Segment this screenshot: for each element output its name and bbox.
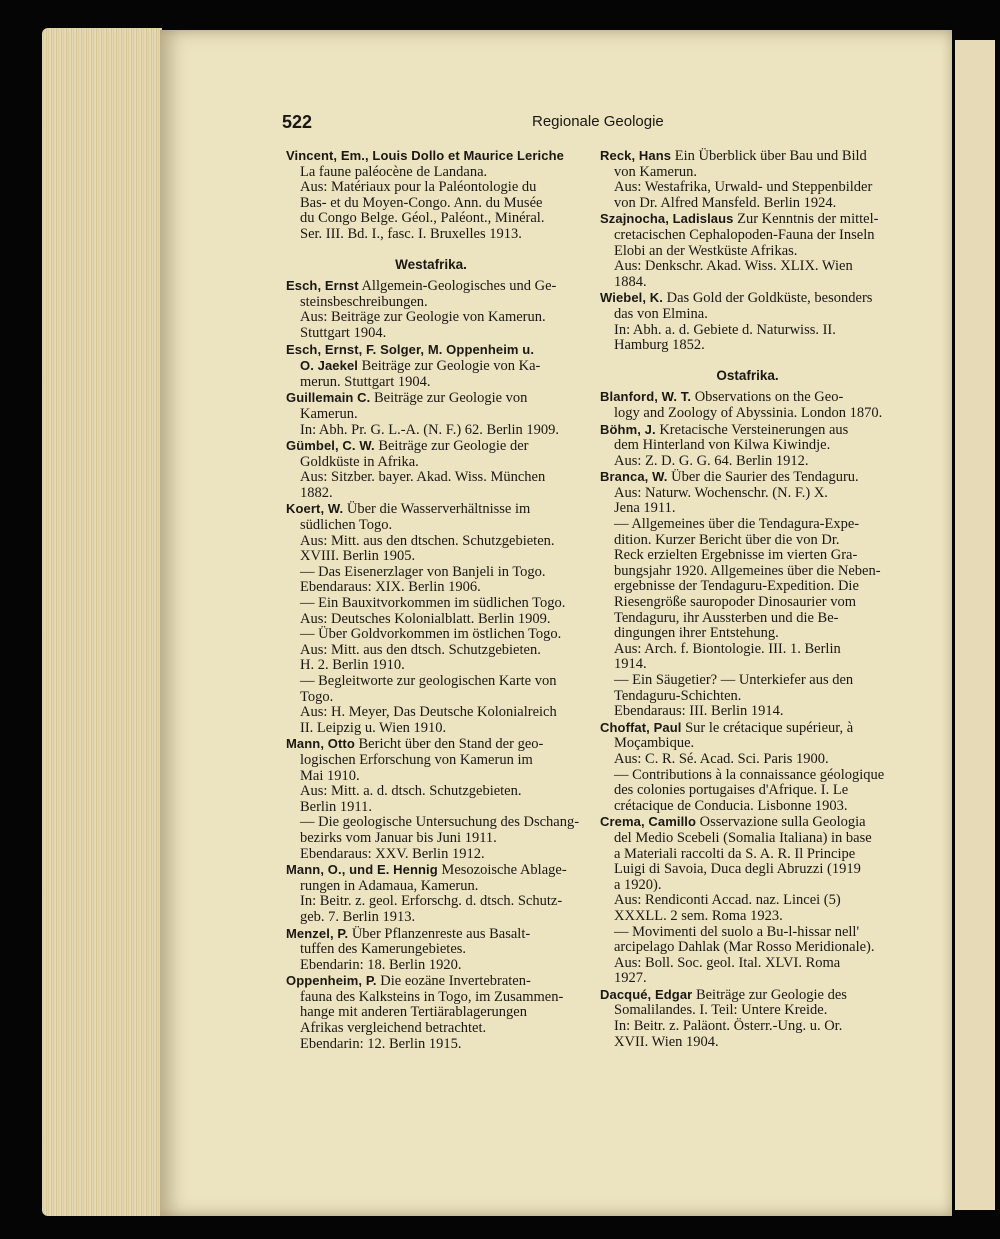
- entry-line: [286, 549, 576, 565]
- entry-text: Aus: Boll. Soc. geol. Ital. XLVI. Roma: [614, 954, 841, 971]
- entry-line: [600, 180, 895, 196]
- entry-text: Aus: Sitzber. bayer. Akad. Wiss. München: [300, 469, 546, 486]
- entry-text: du Congo Belge. Géol., Paléont., Minéral.: [300, 210, 545, 227]
- entry-line: [286, 814, 580, 831]
- bibliography-entry: [600, 720, 895, 815]
- entry-line: [286, 423, 576, 439]
- entry-line: [600, 752, 895, 768]
- entry-line: [286, 390, 576, 407]
- entry-text: Ebendaraus: XXV. Berlin 1912.: [300, 845, 485, 862]
- entry-line: [286, 310, 576, 326]
- entry-text: Afrikas vergleichend betrachtet.: [300, 1020, 487, 1037]
- book-page: [160, 30, 952, 1216]
- entry-line: [600, 438, 895, 454]
- bibliography-entry: [286, 390, 576, 438]
- entry-line: [286, 565, 576, 581]
- entry-text: Riesengröße sauropoder Dinosaurier vom: [614, 594, 857, 611]
- entry-line: [600, 323, 895, 339]
- entry-line: [286, 196, 576, 212]
- entry-text: Aus: Mitt. a. d. dtsch. Schutzgebieten.: [300, 783, 522, 800]
- entry-text: Ebendaraus: XIX. Berlin 1906.: [300, 579, 481, 596]
- entry-line: [286, 455, 576, 471]
- author-name: Choffat, Paul: [600, 719, 682, 735]
- entry-line: [286, 736, 576, 753]
- entry-text: Moçambique.: [614, 735, 695, 752]
- entry-text: Tendaguru-Schichten.: [614, 687, 742, 704]
- entry-line: [600, 275, 895, 291]
- entry-line: [600, 987, 895, 1004]
- entry-text: Aus: C. R. Sé. Acad. Sci. Paris 1900.: [614, 750, 829, 767]
- bibliography-entry: [600, 389, 895, 421]
- entry-text: H. 2. Berlin 1910.: [300, 657, 405, 674]
- entry-line: [600, 595, 895, 611]
- running-head: Regionale Geologie: [532, 113, 664, 130]
- entry-line: [600, 307, 895, 323]
- entry-text: Beiträge zur Geologie der: [374, 438, 529, 455]
- entry-line: [286, 862, 576, 879]
- entry-text: Ein Überblick über Bau und Bild: [671, 148, 867, 164]
- entry-text: Tendaguru, ihr Aussterben und die Be-: [614, 609, 839, 626]
- entry-line: [286, 580, 576, 596]
- entry-line: [600, 517, 895, 533]
- bibliography-entry: [286, 148, 576, 243]
- bibliography-entry: [286, 438, 576, 501]
- entry-text: Aus: Westafrika, Urwald- und Steppenbilder: [614, 179, 873, 196]
- entry-line: [286, 705, 576, 721]
- entry-text: ergebnisse der Tendaguru-Expedition. Die: [614, 578, 859, 595]
- entry-line: [600, 925, 895, 941]
- entry-line: [600, 814, 895, 831]
- author-name: Vincent, Em., Louis Dollo et Maurice Leriche: [286, 148, 564, 163]
- entry-text: Zur Kenntnis der mittel-: [733, 211, 879, 228]
- entry-line: [286, 1021, 576, 1037]
- entry-line: [286, 847, 576, 863]
- entry-text: II. Leipzig u. Wien 1910.: [300, 719, 447, 736]
- entry-line: [286, 800, 576, 816]
- entry-line: [286, 375, 576, 391]
- entry-line: [600, 1019, 895, 1035]
- entry-line: [286, 180, 576, 196]
- author-name: Böhm, J.: [600, 421, 656, 437]
- entry-line: [286, 926, 576, 943]
- entry-text: del Medio Scebeli (Somalia Italiana) in base: [614, 829, 872, 846]
- entry-line: [286, 973, 576, 990]
- entry-text: La faune paléocène de Landana.: [300, 163, 488, 180]
- entry-text: Aus: Mitt. aus den dtsch. Schutzgebieten.: [300, 641, 541, 658]
- entry-line: [286, 326, 576, 342]
- entry-line: [286, 942, 576, 958]
- page-number: 522: [282, 112, 313, 132]
- entry-text: rungen in Adamaua, Kamerun.: [300, 877, 479, 894]
- entry-text: a Materiali raccolti da S. A. R. Il Principe: [614, 845, 856, 862]
- entry-text: Bas- et du Moyen-Congo. Ann. du Musée: [300, 194, 543, 211]
- author-name: Crema, Camillo: [600, 814, 697, 830]
- bibliography-entry: [600, 211, 895, 290]
- entry-line: [600, 971, 895, 987]
- entry-text: Mesozoische Ablage-: [437, 862, 567, 879]
- entry-text: Die eozäne Invertebraten-: [376, 973, 531, 990]
- entry-line: [286, 211, 576, 227]
- entry-text: XVII. Wien 1904.: [614, 1033, 719, 1050]
- entry-line: [600, 533, 895, 549]
- entry-line: [600, 783, 895, 799]
- entry-text: Aus: Arch. f. Biontologie. III. 1. Berlin: [614, 640, 841, 657]
- bibliography-entry: [286, 862, 576, 925]
- entry-text: Ebendaraus: III. Berlin 1914.: [614, 703, 784, 720]
- entry-text: — Allgemeines über die Tendagura-Expe-: [614, 516, 860, 533]
- entry-line: [286, 596, 576, 612]
- entry-line: [286, 165, 576, 181]
- entry-line: [286, 501, 576, 518]
- bibliography-entry: [286, 736, 580, 862]
- entry-text: crétacique de Conducia. Lisbonne 1903.: [614, 797, 848, 814]
- entry-line: [286, 769, 576, 785]
- entry-text: arcipelago Dahlak (Mar Rosso Meridionale).: [614, 939, 875, 956]
- entry-line: [286, 295, 576, 311]
- entry-line: [286, 1037, 576, 1053]
- entry-line: [600, 454, 895, 470]
- entry-line: [600, 847, 895, 863]
- entry-text: Luigi di Savoia, Duca degli Abruzzi (1919: [614, 861, 861, 878]
- entry-text: 1882.: [300, 484, 333, 501]
- entry-line: [600, 909, 895, 925]
- entry-text: Über die Wasserverhältnisse im: [343, 501, 531, 518]
- entry-line: [600, 389, 895, 406]
- entry-line: [600, 831, 895, 847]
- entry-line: [286, 486, 576, 502]
- entry-text: a 1920).: [614, 876, 662, 893]
- entry-text: Hamburg 1852.: [614, 337, 705, 354]
- entry-line: [286, 958, 576, 974]
- book-page-edges: [42, 28, 162, 1216]
- entry-line: [286, 690, 576, 706]
- author-name: Mann, O., und E. Hennig: [286, 862, 438, 878]
- entry-text: Aus: Naturw. Wochenschr. (N. F.) X.: [614, 484, 828, 501]
- author-name: Mann, Otto: [286, 736, 355, 752]
- author-name: Gümbel, C. W.: [286, 438, 375, 454]
- entry-line: [286, 831, 576, 847]
- entry-line: [286, 342, 576, 359]
- entry-line: [286, 148, 576, 165]
- entry-text: Über die Saurier des Tendaguru.: [667, 469, 859, 486]
- entry-line: [600, 642, 895, 658]
- entry-line: [600, 196, 895, 212]
- entry-line: [600, 244, 895, 260]
- entry-text: Kamerun.: [300, 405, 358, 422]
- entry-line: [286, 534, 576, 550]
- entry-text: dem Hinterland von Kilwa Kiwindje.: [614, 437, 831, 454]
- entry-text: Über Pflanzenreste aus Basalt-: [348, 925, 531, 942]
- entry-line: [286, 470, 576, 486]
- bibliography-entry: [286, 926, 576, 974]
- entry-line: [600, 1035, 895, 1051]
- entry-text: In: Abh. a. d. Gebiete d. Naturwiss. II.: [614, 321, 836, 338]
- entry-text: Ebendarin: 12. Berlin 1915.: [300, 1035, 462, 1052]
- entry-text: — Ein Bauxitvorkommen im südlichen Togo.: [300, 595, 566, 612]
- author-name: Dacqué, Edgar: [600, 986, 693, 1002]
- entry-text: Somalilandes. I. Teil: Untere Kreide.: [614, 1002, 828, 1019]
- entry-line: [600, 893, 895, 909]
- entry-text: Elobi an der Westküste Afrikas.: [614, 242, 798, 259]
- entry-text: Allgemein-Geologisches und Ge-: [358, 278, 557, 295]
- entry-text: Aus: Rendiconti Accad. naz. Lincei (5): [614, 892, 841, 909]
- author-name: Guillemain C.: [286, 390, 371, 406]
- section-heading: Ostafrika.: [716, 367, 779, 383]
- bibliography-entry: [600, 148, 895, 211]
- entry-text: XXXLL. 2 sem. Roma 1923.: [614, 907, 783, 924]
- entry-line: [600, 486, 895, 502]
- entry-line: [600, 422, 895, 439]
- entry-text: südlichen Togo.: [300, 517, 393, 534]
- entry-line: [286, 358, 576, 375]
- entry-line: [286, 438, 576, 455]
- entry-text: Osservazione sulla Geologia: [696, 814, 866, 831]
- entry-line: [286, 894, 576, 910]
- entry-text: — Das Eisenerzlager von Banjeli in Togo.: [300, 563, 546, 580]
- entry-text: — Contributions à la connaissance géologique: [614, 766, 885, 783]
- author-name: O. Jaekel: [300, 358, 358, 374]
- author-name: Szajnocha, Ladislaus: [600, 211, 734, 227]
- entry-text: — Movimenti del suolo a Bu-l-hissar nell': [614, 923, 860, 940]
- entry-text: — Ein Säugetier? — Unterkiefer aus den: [614, 672, 854, 688]
- entry-text: — Die geologische Untersuchung des Dschang-: [300, 814, 580, 831]
- author-name: Esch, Ernst, F. Solger, M. Oppenheim u.: [286, 341, 535, 357]
- entry-text: logischen Erforschung von Kamerun im: [300, 751, 533, 768]
- entry-line: [286, 784, 576, 800]
- entry-text: geb. 7. Berlin 1913.: [300, 908, 416, 925]
- entry-line: [600, 799, 895, 815]
- entry-text: bezirks vom Januar bis Juni 1911.: [300, 829, 497, 846]
- entry-text: Ebendarin: 18. Berlin 1920.: [300, 956, 462, 973]
- bibliography-entry: [600, 987, 895, 1050]
- entry-line: [600, 564, 895, 580]
- facing-page-edge: [955, 40, 995, 1210]
- entry-line: [286, 643, 576, 659]
- author-name: Menzel, P.: [286, 925, 349, 941]
- entry-text: 1914.: [614, 656, 647, 673]
- bibliography-entry: [600, 469, 895, 720]
- entry-text: cretacischen Cephalopoden-Fauna der Inseln: [614, 226, 875, 243]
- entry-text: tuffen des Kamerungebietes.: [300, 941, 467, 958]
- author-name: Blanford, W. T.: [600, 389, 692, 405]
- author-name: Koert, W.: [286, 501, 344, 517]
- entry-line: [286, 910, 576, 926]
- entry-text: Ser. III. Bd. I., fasc. I. Bruxelles 1913.: [300, 225, 522, 242]
- bibliography-entry: [600, 290, 895, 353]
- entry-line: [600, 704, 895, 720]
- entry-text: Aus: Denkschr. Akad. Wiss. XLIX. Wien: [614, 258, 853, 275]
- entry-line: [286, 879, 576, 895]
- entry-line: [600, 290, 895, 307]
- entry-line: [600, 878, 895, 894]
- section-heading: Westafrika.: [395, 256, 467, 272]
- entry-line: [600, 211, 895, 228]
- entry-text: logy and Zoology of Abyssinia. London 1870.: [614, 404, 883, 421]
- entry-line: [600, 673, 895, 689]
- entry-text: von Kamerun.: [614, 163, 697, 180]
- entry-line: [286, 518, 576, 534]
- entry-text: Aus: Mitt. aus den dtschen. Schutzgebieten.: [300, 532, 555, 549]
- entry-text: Aus: H. Meyer, Das Deutsche Kolonialreich: [300, 704, 557, 721]
- entry-line: [286, 990, 576, 1006]
- entry-text: Jena 1911.: [614, 500, 676, 517]
- entry-line: [286, 612, 576, 628]
- entry-line: [600, 720, 895, 737]
- bibliography-entry: [286, 278, 576, 341]
- entry-line: [286, 227, 576, 243]
- entry-line: [600, 469, 895, 486]
- entry-text: Beiträge zur Geologie von: [370, 390, 528, 407]
- entry-text: Aus: Matériaux pour la Paléontologie du: [300, 179, 537, 196]
- entry-text: In: Beitr. z. geol. Erforschg. d. dtsch. Schutz-: [300, 893, 563, 910]
- entry-text: XVIII. Berlin 1905.: [300, 548, 416, 565]
- bibliography-entry: [286, 342, 576, 391]
- entry-line: [286, 1005, 576, 1021]
- entry-text: — Über Goldvorkommen im östlichen Togo.: [300, 626, 562, 643]
- author-name: Esch, Ernst: [286, 278, 359, 294]
- right-column: [600, 148, 895, 1050]
- entry-line: [600, 1003, 895, 1019]
- entry-text: von Dr. Alfred Mansfeld. Berlin 1924.: [614, 194, 837, 211]
- entry-line: [600, 148, 895, 165]
- entry-text: — Begleitworte zur geologischen Karte von: [300, 673, 557, 689]
- bibliography-entry: [600, 814, 895, 987]
- entry-line: [600, 736, 895, 752]
- entry-text: merun. Stuttgart 1904.: [300, 373, 431, 390]
- entry-line: [600, 548, 895, 564]
- entry-line: [600, 406, 895, 422]
- entry-line: [286, 407, 576, 423]
- entry-text: Aus: Z. D. G. G. 64. Berlin 1912.: [614, 452, 809, 469]
- entry-text: dingungen ihrer Entstehung.: [614, 625, 779, 642]
- entry-line: [286, 278, 576, 295]
- entry-text: Aus: Beiträge zur Geologie von Kamerun.: [300, 309, 546, 326]
- entry-text: Aus: Deutsches Kolonialblatt. Berlin 1909.: [300, 610, 551, 627]
- entry-text: Goldküste in Afrika.: [300, 453, 419, 470]
- entry-text: Berlin 1911.: [300, 798, 372, 815]
- author-name: Reck, Hans: [600, 148, 672, 163]
- entry-text: Das Gold der Goldküste, besonders: [663, 290, 873, 307]
- author-name: Wiebel, K.: [600, 290, 664, 306]
- entry-line: [600, 862, 895, 878]
- entry-text: In: Beitr. z. Paläont. Österr.-Ung. u. Or.: [614, 1018, 843, 1035]
- entry-line: [286, 627, 576, 643]
- entry-text: Observations on the Geo-: [691, 389, 844, 406]
- entry-line: [286, 753, 576, 769]
- entry-line: [600, 940, 895, 956]
- entry-line: [600, 259, 895, 275]
- entry-text: Stuttgart 1904.: [300, 324, 387, 341]
- left-column: [286, 148, 580, 1052]
- entry-text: fauna des Kalksteins in Togo, im Zusammen-: [300, 988, 564, 1005]
- entry-line: [286, 721, 576, 737]
- entry-text: Mai 1910.: [300, 767, 360, 784]
- entry-text: Kretacische Versteinerungen aus: [655, 421, 849, 438]
- entry-line: [600, 626, 895, 642]
- author-name: Branca, W.: [600, 469, 668, 485]
- entry-text: dition. Kurzer Bericht über die von Dr.: [614, 531, 840, 548]
- entry-line: [600, 611, 895, 627]
- entry-line: [286, 674, 576, 690]
- entry-text: Togo.: [300, 688, 334, 705]
- entry-line: [600, 956, 895, 972]
- entry-line: [600, 165, 895, 181]
- entry-line: [286, 658, 576, 674]
- entry-text: Bericht über den Stand der geo-: [354, 736, 544, 753]
- entry-text: des colonies portugaises d'Afrique. I. Le: [614, 782, 849, 799]
- entry-line: [600, 689, 895, 705]
- entry-line: [600, 228, 895, 244]
- entry-text: 1884.: [614, 273, 647, 290]
- entry-text: das von Elmina.: [614, 305, 708, 322]
- entry-text: hange mit anderen Tertiärablagerungen: [300, 1004, 527, 1021]
- entry-text: Sur le crétacique supérieur, à: [681, 719, 854, 736]
- entry-text: Beiträge zur Geologie des: [692, 986, 847, 1003]
- entry-line: [600, 657, 895, 673]
- entry-text: 1927.: [614, 970, 647, 987]
- bibliography-entry: [286, 973, 576, 1052]
- entry-line: [600, 579, 895, 595]
- entry-text: steinsbeschreibungen.: [300, 293, 428, 310]
- entry-line: [600, 768, 895, 784]
- bibliography-entry: [286, 501, 576, 736]
- bibliography-entry: [600, 422, 895, 470]
- author-name: Oppenheim, P.: [286, 973, 377, 989]
- entry-line: [600, 501, 895, 517]
- entry-text: In: Abh. Pr. G. L.-A. (N. F.) 62. Berlin 1909.: [300, 421, 560, 438]
- entry-text: Reck erzielten Ergebnisse im vierten Gra-: [614, 547, 858, 564]
- entry-text: Beiträge zur Geologie von Ka-: [358, 358, 541, 375]
- entry-text: bungsjahr 1920. Allgemeines über die Neben-: [614, 562, 881, 579]
- entry-line: [600, 338, 895, 354]
